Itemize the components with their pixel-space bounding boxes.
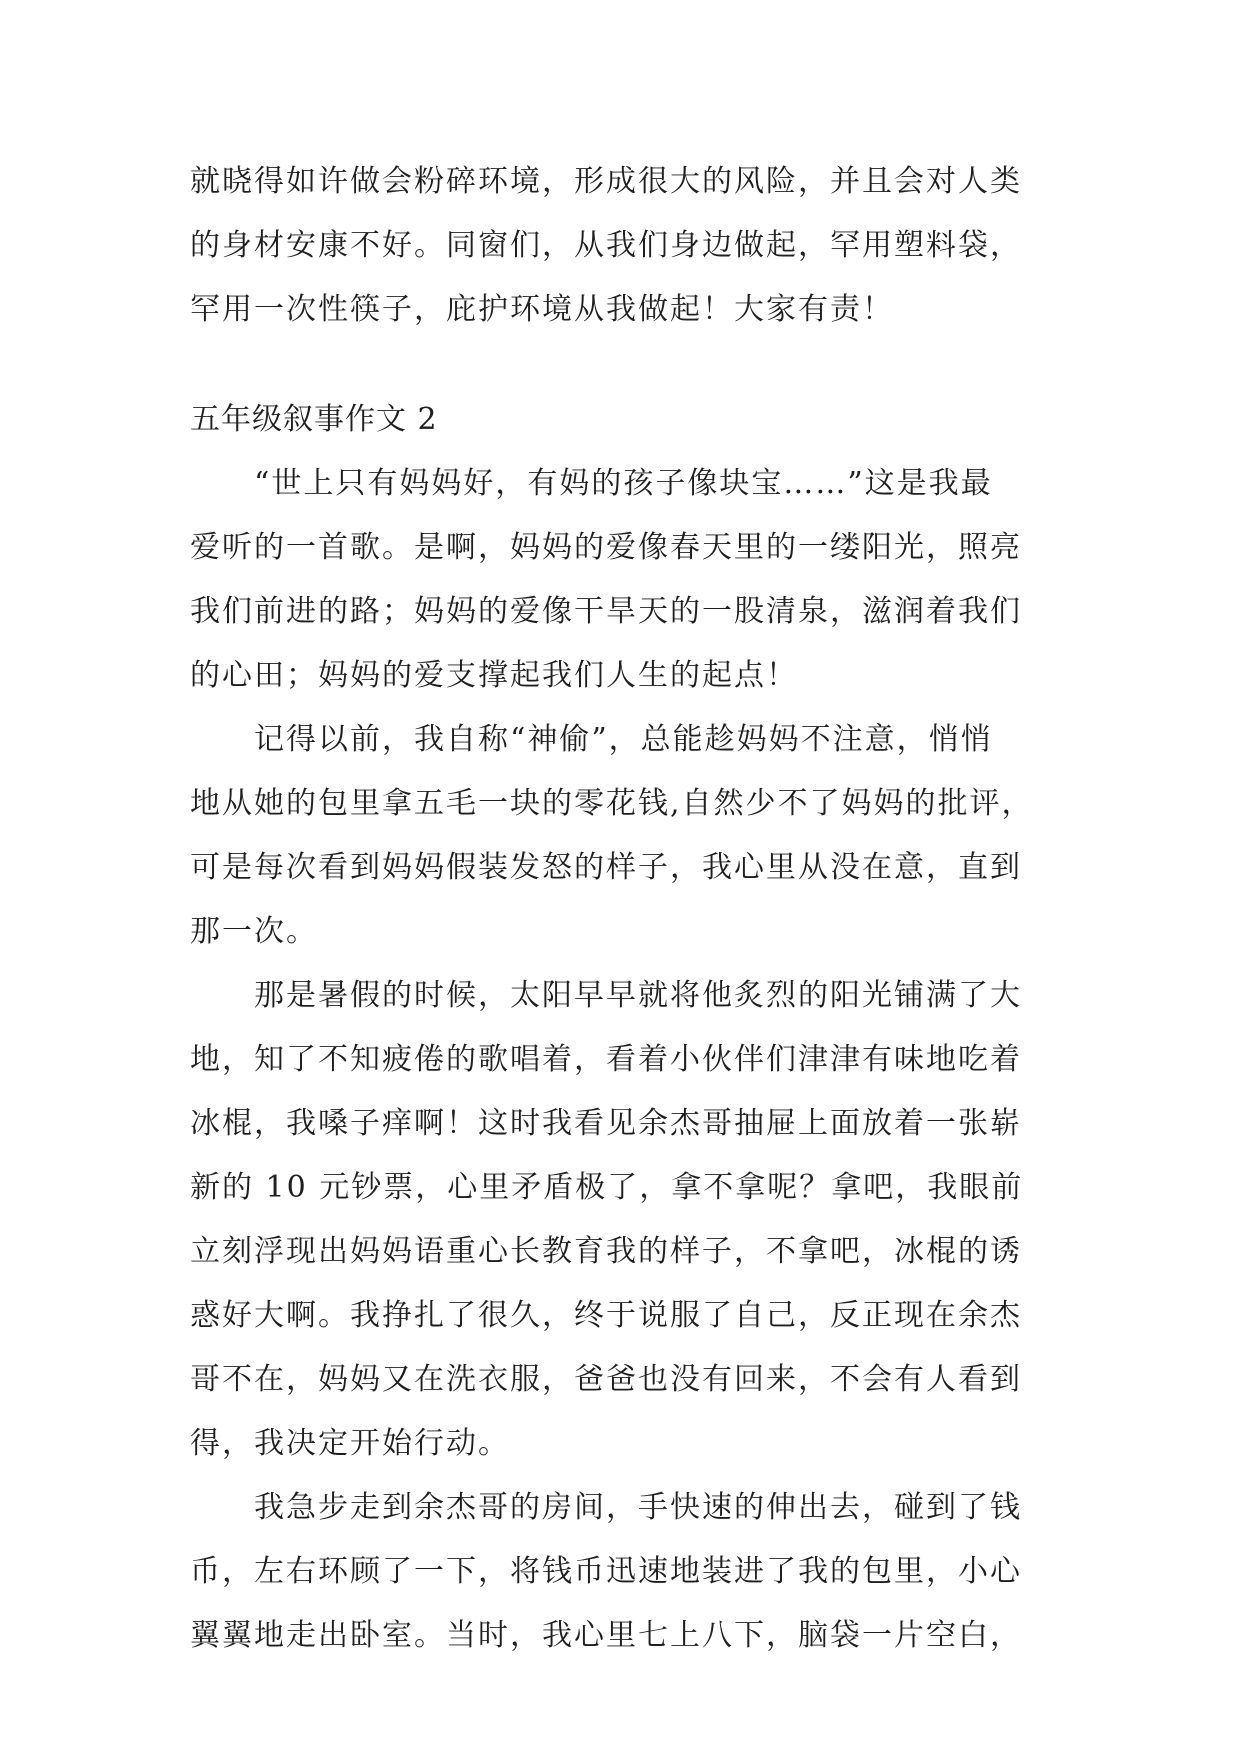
- text-line: 币，左右环顾了一下，将钱币迅速地装进了我的包里，小心: [190, 1554, 1022, 1589]
- text-line: 就晓得如许做会粉碎环境，形成很大的风险，并且会对人类: [190, 164, 1022, 199]
- text-line: 记得以前，我自称“神偷”，总能趁妈妈不注意，悄悄: [254, 722, 993, 757]
- essay-paragraph-4: [190, 1476, 1070, 1668]
- text-line: 得，我决定开始行动。: [190, 1426, 510, 1461]
- essay-title: 五年级叙事作文 2: [190, 402, 438, 437]
- text-line: 惑好大啊。我挣扎了很久，终于说服了自己，反正现在余杰: [190, 1298, 1022, 1333]
- essay-paragraph-3: [190, 964, 1070, 1476]
- text-line: 罕用一次性筷子，庇护环境从我做起！大家有责！: [190, 292, 894, 327]
- text-line: 我们前进的路；妈妈的爱像干旱天的一股清泉，滋润着我们: [190, 594, 1022, 629]
- text-line: 的身材安康不好。同窗们，从我们身边做起，罕用塑料袋，: [190, 228, 1022, 263]
- text-line: 地，知了不知疲倦的歌唱着，看着小伙伴们津津有味地吃着: [190, 1042, 1022, 1077]
- continuation-paragraph: [190, 150, 1070, 342]
- essay-paragraph-1: [190, 452, 1070, 708]
- text-line: 地从她的包里拿五毛一块的零花钱,自然少不了妈妈的批评，: [190, 786, 1034, 821]
- text-line: 立刻浮现出妈妈语重心长教育我的样子，不拿吧，冰棍的诱: [190, 1234, 1022, 1269]
- text-line: 哥不在，妈妈又在洗衣服，爸爸也没有回来，不会有人看到: [190, 1362, 1022, 1397]
- text-line: 那是暑假的时候，太阳早早就将他炙烈的阳光铺满了大: [254, 978, 1022, 1013]
- text-line: “世上只有妈妈好，有妈的孩子像块宝……”这是我最: [254, 466, 993, 501]
- text-line: 我急步走到余杰哥的房间，手快速的伸出去，碰到了钱: [254, 1490, 1022, 1525]
- text-line: 那一次。: [190, 914, 318, 949]
- text-line: 新的 10 元钞票，心里矛盾极了，拿不拿呢？拿吧，我眼前: [190, 1170, 1024, 1205]
- text-line: 冰棍，我嗓子痒啊！这时我看见余杰哥抽屉上面放着一张崭: [190, 1106, 1022, 1141]
- text-line: 的心田；妈妈的爱支撑起我们人生的起点！: [190, 658, 798, 693]
- text-line: 翼翼地走出卧室。当时，我心里七上八下，脑袋一片空白，: [190, 1618, 1022, 1653]
- text-line: 可是每次看到妈妈假装发怒的样子，我心里从没在意，直到: [190, 850, 1022, 885]
- text-line: 爱听的一首歌。是啊，妈妈的爱像春天里的一缕阳光，照亮: [190, 530, 1022, 565]
- essay-paragraph-2: [190, 708, 1070, 964]
